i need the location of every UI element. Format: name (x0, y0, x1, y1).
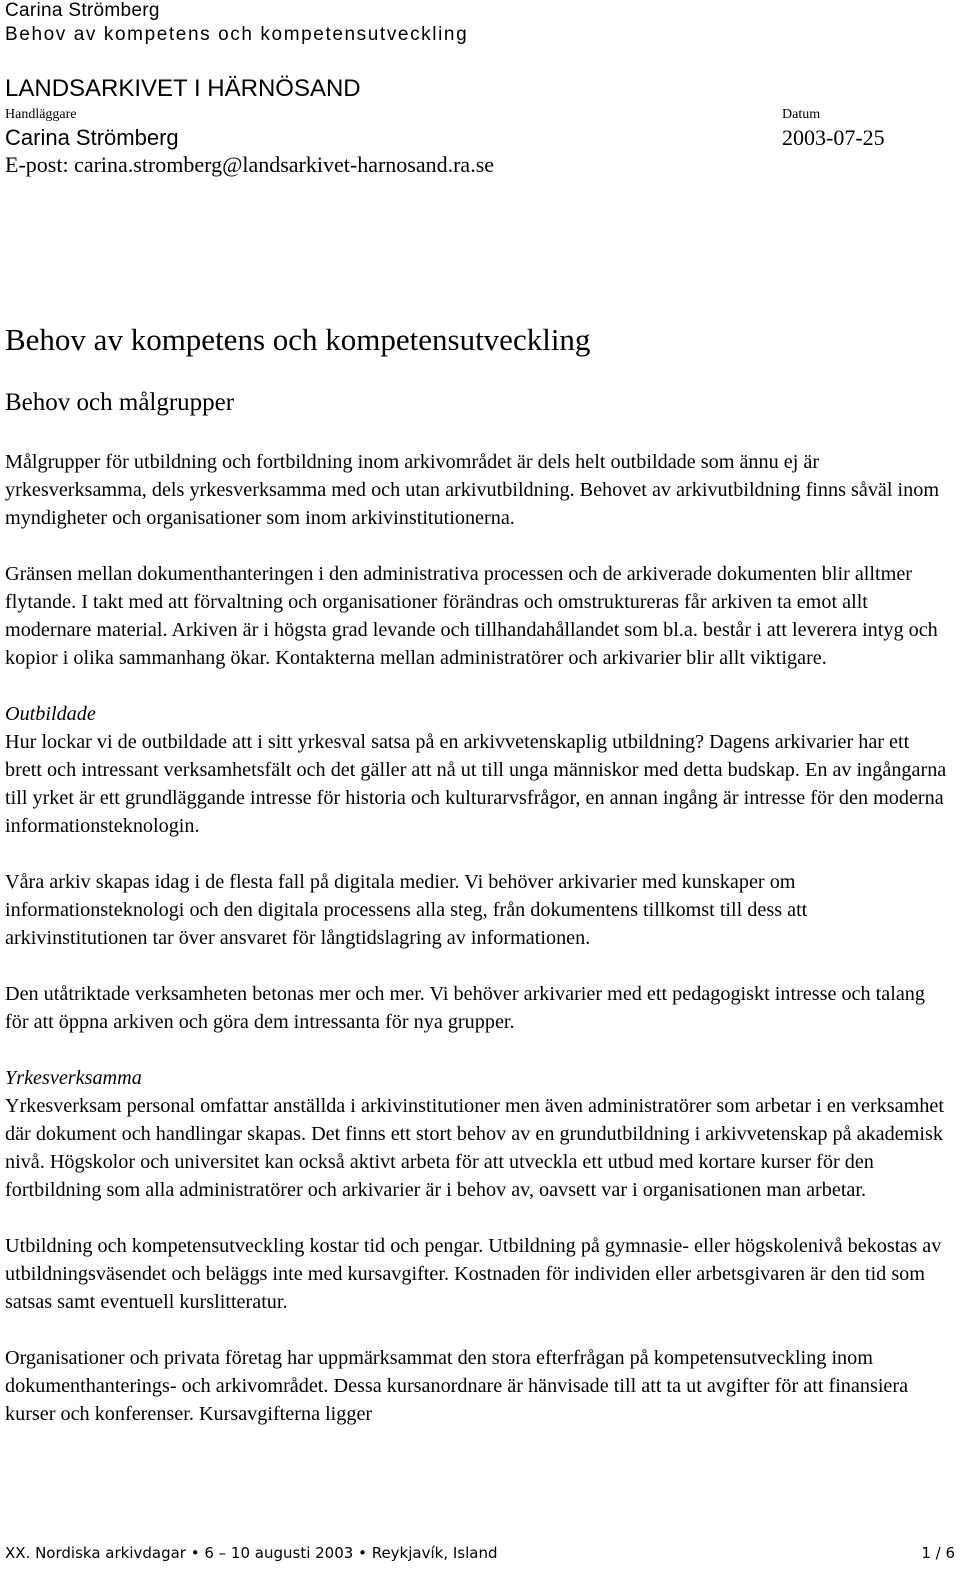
footer-event: XX. Nordiska arkivdagar • 6 – 10 augusti 2003 • Reykjavík, Island (5, 1544, 498, 1562)
running-header-author: Carina Strömberg (5, 0, 160, 21)
organization-name: LANDSARKIVET I HÄRNÖSAND (5, 75, 361, 102)
page-footer (5, 1544, 955, 1562)
paragraph: Hur lockar vi de outbildade att i sitt yrkesval satsa på en arkivvetenskaplig utbildning? Dagens arkivarier har ett brett och intressant verksamhetsfält och det gäller att nå ut till unga människor med detta budskap. En av ingångarna till yrket är ett grundläggande intresse för historia och kulturarvsfrågor, en annan ingång är intresse för den moderna informationsteknologin. (5, 731, 947, 837)
handler-name: Carina Strömberg (5, 125, 179, 150)
document-title: Behov av kompetens och kompetensutveckling (5, 322, 591, 357)
paragraph: Den utåtriktade verksamheten betonas mer och mer. Vi behöver arkivarier med ett pedagogiskt intresse och talang för att öppna arkiven och göra dem intressanta för nya grupper. (5, 983, 925, 1033)
handler-label: Handläggare (5, 107, 77, 122)
page-number: 1 / 6 (921, 1544, 955, 1562)
document-body (5, 448, 950, 1428)
subheading-outbildade: Outbildade (5, 703, 96, 725)
paragraph: Organisationer och privata företag har uppmärksammat den stora efterfrågan på kompetensutveckling inom dokumenthanterings- och arkivområdet. Dessa kursanordnare är hänvisade till att ta ut avgifter för att finansiera kurser och konferenser. Kursavgifterna ligger (5, 1347, 909, 1425)
date-label: Datum (782, 107, 821, 122)
paragraph: Utbildning och kompetensutveckling kostar tid och pengar. Utbildning på gymnasie- eller högskolenivå bekostas av utbildningsväsendet och beläggs inte med kursavgifter. Kostnaden för individen eller arbetsgivaren är den tid som satsas samt eventuell kurslitteratur. (5, 1235, 942, 1313)
date-value: 2003-07-25 (782, 125, 885, 150)
subheading-yrkesverksamma: Yrkesverksamma (5, 1067, 142, 1089)
running-header-title: Behov av kompetens och kompetensutveckling (5, 24, 469, 45)
paragraph: Målgrupper för utbildning och fortbildning inom arkivområdet är dels helt outbildade som ännu ej är yrkesverksamma, dels yrkesverksamma med och utan arkivutbildning. Behovet av arkivutbildning finns såväl inom myndigheter och organisationer som inom arkivinstitutionerna. (5, 451, 940, 529)
email-line: E-post: carina.stromberg@landsarkivet-harnosand.ra.se (5, 152, 495, 177)
paragraph: Yrkesverksam personal omfattar anställda i arkivinstitutioner men även administratörer som arbetar i en verksamhet där dokument och handlingar skapas. Det finns ett stort behov av en grundutbildning i arkivvetenskap på akademisk nivå. Högskolor och universitet kan också aktivt arbeta för att utveckla ett utbud med kortare kurser för den fortbildning som alla administratörer och arkivarier är i behov av, oavsett var i organisationen man arbetar. (5, 1095, 944, 1201)
paragraph: Gränsen mellan dokumenthanteringen i den administrativa processen och de arkiverade dokumenten blir alltmer flytande. I takt med att förvaltning och organisationer förändras och omstruktureras får arkiven ta emot allt modernare material. Arkiven är i högsta grad levande och tillhandahållandet som bl.a. består i att leverera intyg och kopior i olika sammanhang ökar. Kontakterna mellan administratörer och arkivarier blir allt viktigare. (5, 563, 938, 669)
paragraph: Våra arkiv skapas idag i de flesta fall på digitala medier. Vi behöver arkivarier med kunskaper om informationsteknologi och den digitala processens alla steg, från dokumentens tillkomst till dess att arkivinstitutionen tar över ansvaret för långtidslagring av informationen. (5, 871, 808, 949)
section-title: Behov och målgrupper (5, 389, 235, 416)
